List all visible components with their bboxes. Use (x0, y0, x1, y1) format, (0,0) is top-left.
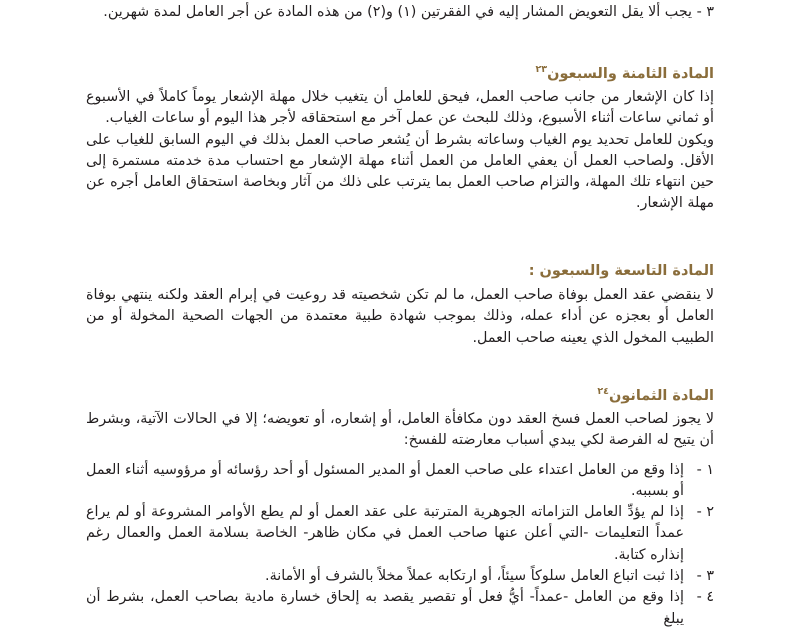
article-80-intro: لا يجوز لصاحب العمل فسخ العقد دون مكافأة العامل، أو إشعاره، أو تعويضه؛ إلا في الحالات الآتية، وبشرط أن يتيح له الفرصة لكي يبدي أسباب معارضته للفسخ: (86, 411, 714, 449)
item-number: ٣ - (696, 568, 714, 585)
article-80-body (86, 409, 714, 630)
article-79-paragraph: لا ينقضي عقد العمل بوفاة صاحب العمل، ما لم تكن شخصيته قد روعيت في إبرام العقد ولكنه ينتهي بوفاة العامل أو بعجزه عن أداء عمله، وذلك بموجب شهادة طبية معتمدة من الجهات الصحية المخولة أو من الطبيب المخول الذي يعينه صاحب العمل. (86, 287, 714, 346)
article-78-body (86, 87, 714, 215)
footnote-ref: ٢٣ (535, 64, 548, 76)
article-78-paragraph-1: إذا كان الإشعار من جانب صاحب العمل، فيحق للعامل أن يتغيب خلال مهلة الإشعار يوماً كاملاً في الأسبوع أو ثماني ساعات أثناء الأسبوع، وذلك للبحث عن عمل آخر مع استحقاقه لأجر هذا اليوم أو ساعات الغياب. (86, 89, 714, 127)
item-text: إذا ثبت اتباع العامل سلوكاً سيئاً، أو ارتكابه عملاً مخلاً بالشرف أو الأمانة. (265, 568, 684, 585)
item-number: ٣ - (696, 4, 714, 20)
item-number: ٤ - (696, 589, 714, 606)
item-text: يجب ألا يقل التعويض المشار إليه في الفقرتين (١) و(٢) من هذه المادة عن أجر العامل لمدة شهرين. (103, 4, 693, 20)
item-text: إذا لم يؤدِّ العامل التزاماته الجوهرية المترتبة على عقد العمل أو لم يطع الأوامر المشروعة أو لم يراع عمداً التعليمات -التي أعلن عنها صاحب العمل في مكان ظاهر- الخاصة بسلامة العمل والعمال رغم إنذاره كتابة. (86, 504, 684, 563)
article-79-heading: المادة التاسعة والسبعون : (528, 263, 714, 279)
list-item (86, 587, 714, 630)
article-79 (86, 261, 714, 281)
item-text: إذا وقع من العامل -عمداً- أيُّ فعل أو تقصير يقصد به إلحاق خسارة مادية بصاحب العمل، بشرط أن يبلغ (86, 589, 684, 627)
article-80 (86, 386, 714, 406)
list-item (86, 460, 714, 503)
article-78 (86, 64, 714, 84)
article-79-body (86, 285, 714, 349)
list-item (86, 2, 714, 22)
list-item (86, 502, 714, 566)
list-item (86, 566, 714, 587)
article-77-item-3 (86, 2, 714, 22)
item-number: ٢ - (696, 504, 714, 521)
article-80-heading: المادة الثمانون$^{٢٤}$ (597, 386, 714, 404)
footnote-ref: ٢٤ (597, 386, 609, 398)
item-number: ١ - (696, 461, 714, 478)
article-78-paragraph-2: ويكون للعامل تحديد يوم الغياب وساعاته بشرط أن يُشعر صاحب العمل بذلك في اليوم السابق للغياب على الأقل. ولصاحب العمل أن يعفي العامل من العمل أثناء مهلة الإشعار مع احتساب مدة خدمته مستمرة إلى حين انتهاء تلك المهلة، والتزام صاحب العمل بما يترتب على ذلك من آثار وبخاصة استحقاق العامل أجره عن مهلة الإشعار. (86, 131, 714, 212)
article-78-heading: المادة الثامنة والسبعون$^{٢٣}$ (535, 64, 714, 82)
item-text: إذا وقع من العامل اعتداء على صاحب العمل أو المدير المسئول أو أحد رؤسائه أو مرؤوسيه أثناء العمل أو بسببه. (86, 461, 684, 499)
